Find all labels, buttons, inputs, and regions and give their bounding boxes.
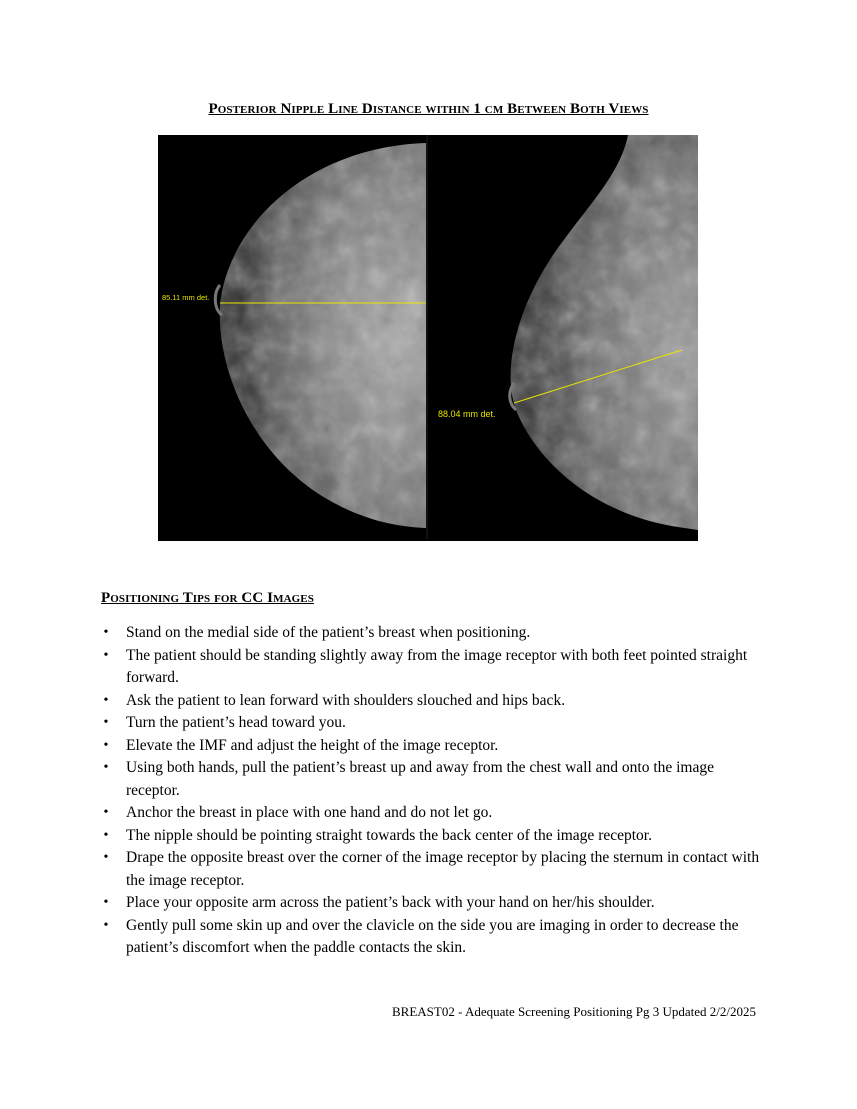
bullet-icon: • xyxy=(103,850,109,865)
right-mlo-view xyxy=(428,135,698,540)
figure-heading: Posterior Nipple Line Distance within 1 cm Between Both Views xyxy=(208,101,649,117)
list-item xyxy=(101,690,761,713)
bullet-icon: • xyxy=(103,715,109,730)
measurement-label-right: 88.04 mm det. xyxy=(438,409,496,419)
tip-text: Anchor the breast in place with one hand and do not let go. xyxy=(126,804,493,821)
tip-text: The patient should be standing slightly away from the image receptor with both feet pointed straight forward. xyxy=(126,646,748,686)
bullet-icon: • xyxy=(103,737,109,753)
list-item xyxy=(101,825,761,848)
bullet-icon: • xyxy=(103,647,109,663)
list-item xyxy=(101,757,761,802)
list-item xyxy=(101,802,761,825)
list-item xyxy=(101,915,761,960)
tip-text: Elevate the IMF and adjust the height of the image receptor. xyxy=(126,736,499,754)
list-item xyxy=(101,622,761,645)
tip-text: The nipple should be pointing straight towards the back center of the image receptor. xyxy=(126,826,652,844)
bullet-icon: • xyxy=(103,827,109,843)
tips-heading: Positioning Tips for CC Images xyxy=(101,590,314,606)
bullet-icon: • xyxy=(103,805,109,820)
tip-text: Stand on the medial side of the patient’s breast when positioning. xyxy=(126,624,531,641)
left-cc-view xyxy=(158,135,428,540)
measurement-label-left: 85.11 mm det. xyxy=(162,293,210,302)
tip-text: Turn the patient’s head toward you. xyxy=(126,714,346,731)
bullet-icon: • xyxy=(103,917,109,933)
list-item xyxy=(101,847,761,892)
list-item xyxy=(101,712,761,735)
tip-text: Using both hands, pull the patient’s breast up and away from the chest wall and onto the image receptor. xyxy=(126,759,715,799)
tip-text: Place your opposite arm across the patient’s back with your hand on her/his shoulder. xyxy=(126,894,655,911)
bullet-icon: • xyxy=(103,692,109,708)
list-item xyxy=(101,735,761,758)
figure-underline xyxy=(158,539,698,541)
bullet-icon: • xyxy=(103,760,109,775)
bullet-icon: • xyxy=(103,625,109,640)
mammogram-image xyxy=(158,135,698,540)
mammogram-figure xyxy=(158,135,698,540)
page-footer: BREAST02 - Adequate Screening Positioning Pg 3 Updated 2/2/2025 xyxy=(392,1004,756,1019)
bullet-icon: • xyxy=(103,895,109,910)
tips-list xyxy=(101,622,761,960)
list-item xyxy=(101,645,761,690)
tip-text: Drape the opposite breast over the corner of the image receptor by placing the sternum in contact with the image receptor. xyxy=(126,849,760,889)
list-item xyxy=(101,892,761,915)
tip-text: Ask the patient to lean forward with shoulders slouched and hips back. xyxy=(126,691,566,709)
tip-text: Gently pull some skin up and over the clavicle on the side you are imaging in order to decrease the patient’s discomfort when the paddle contacts the skin. xyxy=(126,916,739,956)
